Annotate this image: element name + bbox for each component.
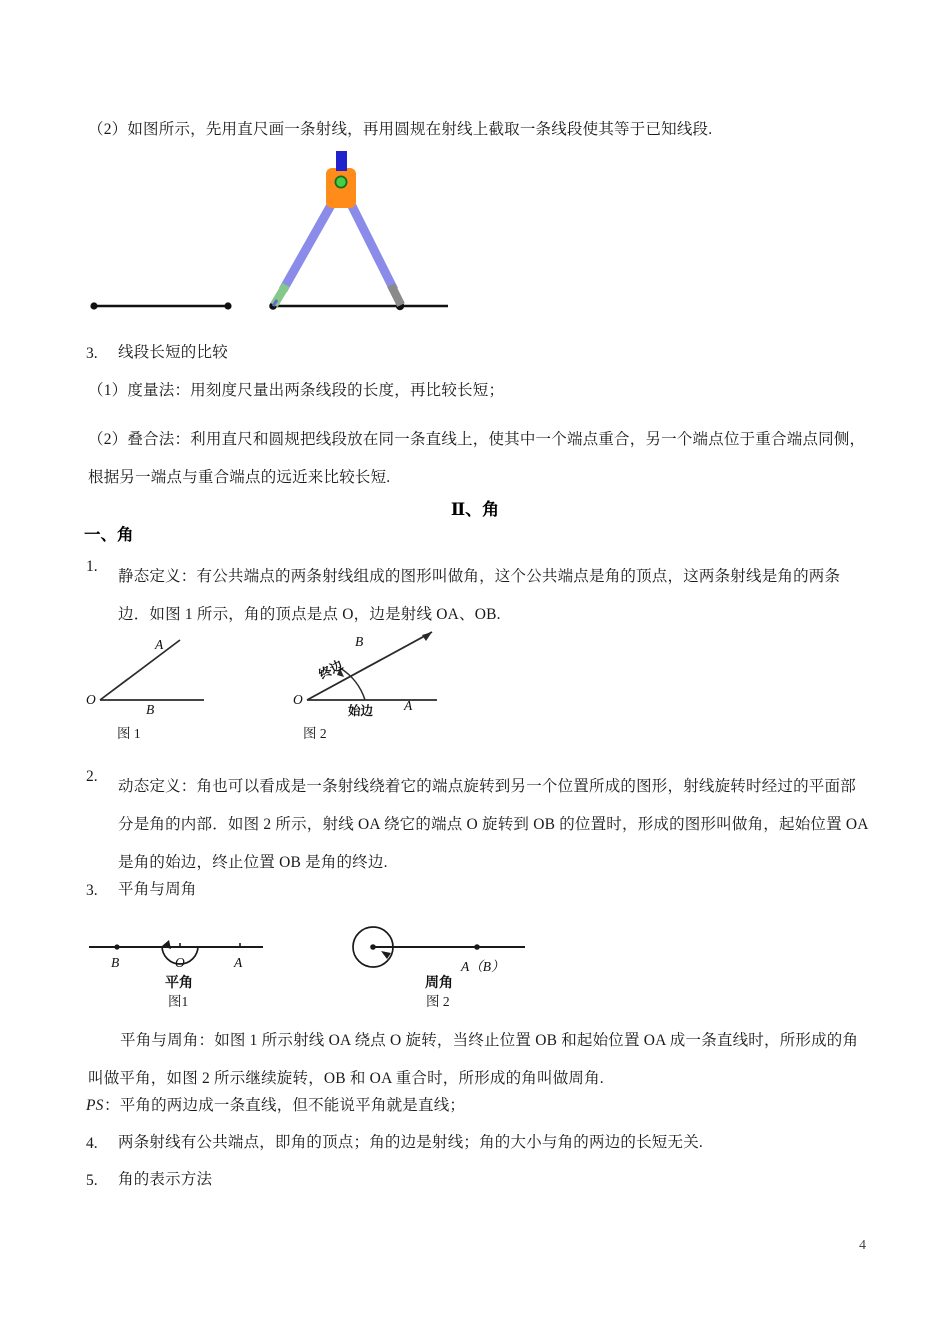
item-3-number: 3. bbox=[86, 882, 98, 899]
section-3-item-1: （1）度量法：用刻度尺量出两条线段的长度，再比较长短； bbox=[88, 382, 505, 399]
fig1-vertex-label: O bbox=[86, 692, 96, 707]
item-4-text: 两条射线有公共端点，即角的顶点；角的边是射线；角的大小与角的两边的长短无关. bbox=[118, 1134, 703, 1151]
page-number: 4 bbox=[859, 1238, 866, 1253]
part-2-heading: Ⅱ、角 bbox=[450, 500, 500, 519]
item-3-text: 平角与周角 bbox=[118, 881, 197, 898]
item-1-number: 1. bbox=[86, 558, 98, 575]
item-2-number: 2. bbox=[86, 768, 98, 785]
fig1-ray-a-label: A bbox=[155, 637, 164, 652]
fig1-ray-b-label: B bbox=[146, 702, 155, 717]
fig2-point-b-label: B bbox=[355, 634, 364, 649]
item-5-text: 角的表示方法 bbox=[118, 1171, 213, 1188]
section-3-title: 线段长短的比较 bbox=[118, 344, 228, 361]
item-1-text: 静态定义：有公共端点的两条射线组成的图形叫做角，这个公共端点是角的顶点，这两条射线是角的两条边．如图 1 所示，角的顶点是点 O，边是射线 OA、OB. bbox=[118, 568, 841, 623]
straight-angle-label-o: O bbox=[175, 955, 185, 970]
fig2-caption: 图 2 bbox=[303, 726, 327, 741]
fig2-point-a-label: A bbox=[404, 698, 413, 713]
fig1-caption: 图 1 bbox=[117, 726, 141, 741]
fig2-initial-side-label: 始边 bbox=[348, 704, 374, 718]
section-3-number: 3. bbox=[86, 345, 98, 362]
explanation-paragraph: 平角与周角：如图 1 所示射线 OA 绕点 O 旋转，当终止位置 OB 和起始位置 OA 成一条直线时，所形成的角叫做平角，如图 2 所示继续旋转，OB 和 OA 重合时，所形成的角叫做周角. bbox=[88, 1032, 859, 1087]
straight-angle-name: 平角 bbox=[165, 976, 193, 991]
fig2-vertex-label: O bbox=[293, 692, 303, 707]
item-2-text: 动态定义：角也可以看成是一条射线绕着它的端点旋转到另一个位置所成的图形，射线旋转时经过的平面部分是角的内部．如图 2 所示，射线 OA 绕它的端点 O 旋转到 OB 的位置时，形成的图形叫做角，起始位置 OA 是角的始边，终止位置 OB 是角的终边. bbox=[118, 778, 868, 871]
straight-angle-label-a: A bbox=[234, 955, 243, 970]
round-angle-name: 周角 bbox=[425, 976, 453, 991]
ps-label: PS bbox=[86, 1097, 104, 1114]
subheading-angle: 一、角 bbox=[84, 525, 134, 544]
item-5-number: 5. bbox=[86, 1172, 98, 1189]
section-3-item-2: （2）叠合法：利用直尺和圆规把线段放在同一条直线上，使其中一个端点重合，另一个端点位于重合端点同侧，根据另一端点与重合端点的远近来比较长短. bbox=[88, 431, 866, 486]
straight-angle-caption: 图1 bbox=[168, 994, 189, 1009]
construction-instruction: （2）如图所示，先用直尺画一条射线，再用圆规在射线上截取一条线段使其等于已知线段. bbox=[88, 121, 713, 138]
round-angle-caption: 图 2 bbox=[426, 994, 450, 1009]
ps-text: ：平角的两边成一条直线，但不能说平角就是直线； bbox=[104, 1097, 466, 1114]
round-angle-label-ab: A（B） bbox=[461, 959, 505, 974]
item-4-number: 4. bbox=[86, 1135, 98, 1152]
fig2-terminal-side-label: 终边 bbox=[316, 657, 346, 683]
straight-angle-label-b: B bbox=[111, 955, 120, 970]
